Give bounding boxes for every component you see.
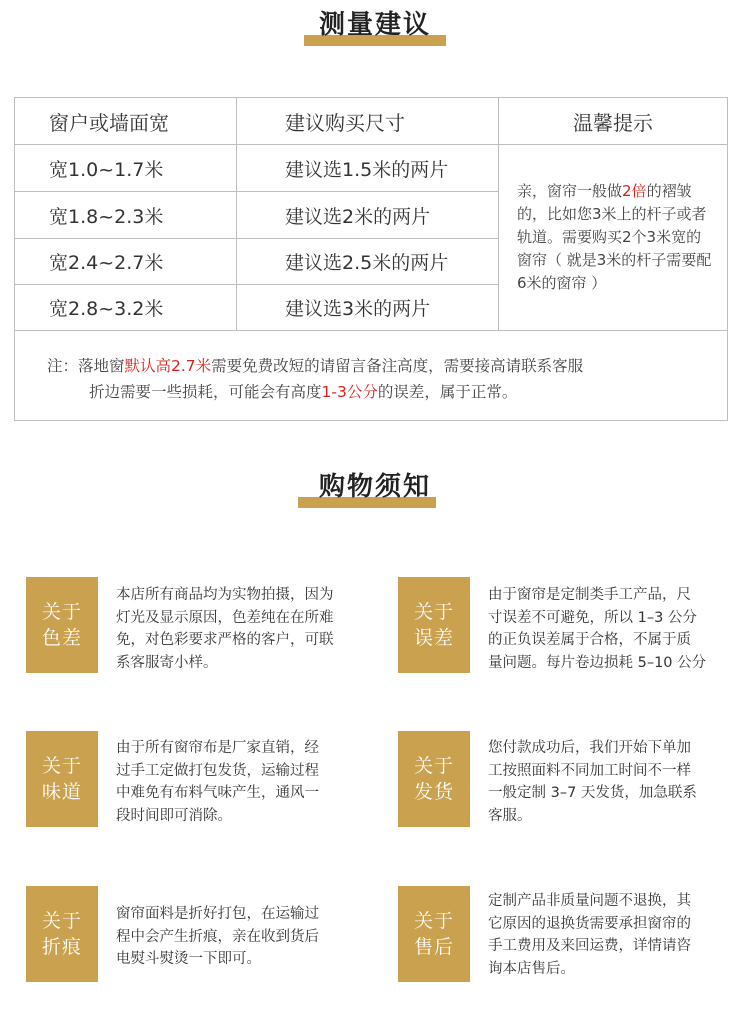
card-line: 的正负误差属于合格，不属于质 — [488, 632, 691, 648]
note-text: 折边需要一些损耗，可能会有高度 — [89, 383, 322, 401]
tip-text: 的褶皱的，比如您3米上的杆子或者轨道。需要购买2个3米宽的窗帘（ 就是3米的杆子需要配6米的窗帘 ） — [517, 182, 712, 292]
warm-tip-text — [517, 180, 713, 295]
card-line: 灯光及显示原因，色差纯在在所难 — [116, 609, 334, 626]
card-line: 由于所有窗帘布是厂家直销，经 — [116, 740, 319, 756]
size-advice: 建议选2.5米的两片 — [285, 252, 449, 274]
width-range: 宽2.4~2.7米 — [49, 252, 164, 274]
badge-color-diff — [26, 577, 98, 673]
badge-line: 关于 — [413, 910, 454, 932]
badge-smell — [26, 731, 98, 827]
note-highlight: 1-3公分 — [321, 383, 378, 401]
badge-after-sales — [398, 886, 470, 982]
table-row — [15, 239, 237, 285]
badge-line: 售后 — [413, 936, 454, 958]
table-row — [15, 192, 237, 239]
width-range: 宽1.0~1.7米 — [49, 158, 164, 181]
shopping-title: 购物须知 — [318, 472, 431, 502]
card-text-after-sales — [488, 890, 738, 980]
note-text: 的误差，属于正常。 — [377, 383, 518, 401]
measure-title: 测量建议 — [318, 10, 431, 40]
table-row — [15, 145, 237, 192]
note-text: 注：落地窗 — [47, 357, 125, 375]
card-line: 程中会产生折痕，亲在收到货后 — [116, 928, 319, 945]
table-row — [237, 145, 499, 192]
badge-shipping — [398, 731, 470, 827]
table-row — [237, 285, 499, 331]
width-range: 宽1.8~2.3米 — [49, 205, 164, 228]
card-line: 过手工定做打包发货，运输过程 — [116, 762, 319, 779]
tip-highlight: 2倍 — [622, 182, 647, 200]
badge-crease — [26, 886, 98, 982]
table-header-tip — [499, 98, 727, 145]
card-line: 窗帘面料是折好打包，在运输过 — [116, 906, 319, 922]
card-text-shipping — [488, 737, 738, 827]
card-line: 您付款成功后，我们开始下单加 — [488, 740, 691, 756]
shopping-section-title — [0, 470, 750, 510]
badge-line: 关于 — [413, 755, 454, 777]
note-text: 需要免费改短的请留言备注高度，需要接高请联系客服 — [211, 357, 584, 375]
card-line: 中难免有布料气味产生，通风一 — [116, 785, 319, 801]
badge-line: 色差 — [41, 627, 82, 649]
card-text-color-diff — [116, 584, 380, 674]
badge-line: 误差 — [413, 627, 454, 649]
header-label: 窗户或墙面宽 — [49, 110, 169, 135]
badge-line: 折痕 — [41, 936, 82, 958]
badge-line: 关于 — [41, 601, 82, 623]
card-line: 客服。 — [488, 807, 532, 824]
card-line: 手工费用及来回运费，详情请咨 — [488, 938, 691, 954]
table-row — [15, 285, 237, 331]
card-line: 段时间即可消除。 — [116, 807, 232, 824]
card-line: 一般定制 3–7 天发货，加急联系 — [488, 785, 697, 801]
measure-table — [14, 97, 728, 421]
card-line: 电熨斗熨烫一下即可。 — [116, 951, 261, 967]
card-line: 免，对色彩要求严格的客户，可联 — [116, 632, 334, 648]
warm-tip — [499, 145, 727, 331]
card-line: 量问题。每片卷边损耗 5–10 公分 — [488, 654, 707, 671]
badge-line: 关于 — [41, 755, 82, 777]
badge-line: 关于 — [413, 601, 454, 623]
width-range: 宽2.8~3.2米 — [49, 298, 164, 320]
note-line-2 — [15, 379, 727, 405]
badge-line: 发货 — [413, 781, 454, 803]
table-row — [237, 192, 499, 239]
card-text-crease — [116, 903, 380, 971]
card-line: 寸误差不可避免，所以 1–3 公分 — [488, 609, 697, 626]
table-note — [15, 331, 727, 421]
header-label: 温馨提示 — [573, 110, 653, 135]
size-advice: 建议选3米的两片 — [285, 298, 431, 320]
table-row — [237, 239, 499, 285]
card-line: 系客服寄小样。 — [116, 654, 218, 671]
tip-text: 亲，窗帘一般做 — [517, 182, 623, 200]
header-label: 建议购买尺寸 — [285, 110, 405, 135]
card-line: 本店所有商品均为实物拍摄，因为 — [116, 587, 334, 603]
card-line: 定制产品非质量问题不退换，其 — [488, 893, 691, 909]
note-line-1 — [15, 353, 727, 379]
card-text-smell — [116, 737, 380, 827]
card-line: 工按照面料不同加工时间不一样 — [488, 762, 691, 779]
table-header-size — [237, 98, 499, 145]
measure-section-title — [0, 8, 750, 48]
card-line: 由于窗帘是定制类手工产品，尺 — [488, 587, 691, 603]
size-advice: 建议选2米的两片 — [285, 205, 431, 228]
badge-error — [398, 577, 470, 673]
card-text-error — [488, 584, 738, 674]
badge-line: 关于 — [41, 910, 82, 932]
badge-line: 味道 — [41, 781, 82, 803]
size-advice: 建议选1.5米的两片 — [285, 158, 449, 181]
table-header-width — [15, 98, 237, 145]
card-line: 它原因的退换货需要承担窗帘的 — [488, 915, 691, 932]
note-highlight: 默认高2.7米 — [124, 357, 212, 375]
card-line: 询本店售后。 — [488, 960, 575, 977]
